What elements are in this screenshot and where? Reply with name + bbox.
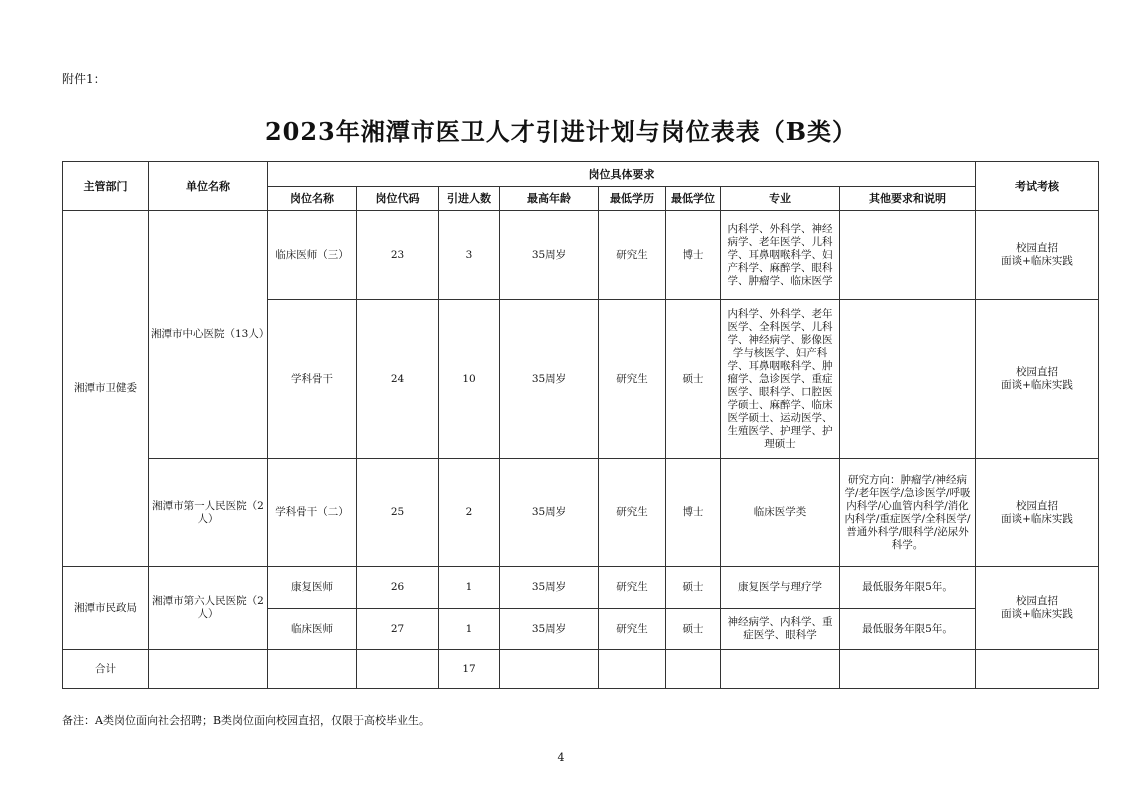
edu-cell: 研究生	[599, 211, 666, 300]
unit-cell: 湘潭市第一人民医院（2人）	[149, 459, 268, 567]
table-row	[63, 459, 1099, 567]
header-post-code: 岗位代码	[357, 187, 439, 211]
edu-cell: 研究生	[599, 300, 666, 459]
other-cell: 研究方向：肿瘤学/神经病学/老年医学/急诊医学/呼吸内科学/心血管内科学/消化内科学/重症医学/全科医学/普通外科学/眼科学/泌尿外科学。	[840, 459, 976, 567]
exam-cell: 校园直招 面谈+临床实践	[976, 567, 1099, 650]
post-code-cell: 23	[357, 211, 439, 300]
other-cell	[840, 300, 976, 459]
header-min-degree: 最低学位	[666, 187, 721, 211]
empty-cell	[666, 650, 721, 689]
edu-cell: 研究生	[599, 567, 666, 609]
exam-cell: 校园直招 面谈+临床实践	[976, 459, 1099, 567]
post-name-cell: 学科骨干（二）	[268, 459, 357, 567]
unit-cell: 湘潭市中心医院（13人）	[149, 211, 268, 459]
post-code-cell: 27	[357, 609, 439, 650]
table-row	[63, 211, 1099, 300]
age-cell: 35周岁	[500, 211, 599, 300]
empty-cell	[149, 650, 268, 689]
count-cell: 3	[439, 211, 500, 300]
empty-cell	[500, 650, 599, 689]
total-row	[63, 650, 1099, 689]
footnote: 备注：A类岗位面向社会招聘；B类岗位面向校园直招，仅限于高校毕业生。	[62, 714, 431, 727]
empty-cell	[357, 650, 439, 689]
header-max-age: 最高年龄	[500, 187, 599, 211]
dept-cell: 湘潭市民政局	[63, 567, 149, 650]
age-cell: 35周岁	[500, 300, 599, 459]
count-cell: 1	[439, 609, 500, 650]
exam-cell: 校园直招 面谈+临床实践	[976, 211, 1099, 300]
post-name-cell: 学科骨干	[268, 300, 357, 459]
edu-cell: 研究生	[599, 459, 666, 567]
empty-cell	[599, 650, 666, 689]
major-cell: 康复医学与理疗学	[721, 567, 840, 609]
attachment-label: 附件1：	[62, 72, 106, 86]
header-requirements: 岗位具体要求	[268, 162, 976, 187]
header-other: 其他要求和说明	[840, 187, 976, 211]
age-cell: 35周岁	[500, 567, 599, 609]
header-unit: 单位名称	[149, 162, 268, 211]
recruitment-table	[62, 161, 1099, 689]
total-count: 17	[439, 650, 500, 689]
degree-cell: 博士	[666, 211, 721, 300]
major-cell: 内科学、外科学、神经病学、老年医学、儿科学、耳鼻咽喉科学、妇产科学、麻醉学、眼科学、肿瘤学、临床医学	[721, 211, 840, 300]
exam-cell: 校园直招 面谈+临床实践	[976, 300, 1099, 459]
header-min-edu: 最低学历	[599, 187, 666, 211]
post-name-cell: 康复医师	[268, 567, 357, 609]
post-code-cell: 24	[357, 300, 439, 459]
post-code-cell: 26	[357, 567, 439, 609]
other-cell	[840, 211, 976, 300]
age-cell: 35周岁	[500, 459, 599, 567]
count-cell: 2	[439, 459, 500, 567]
count-cell: 1	[439, 567, 500, 609]
degree-cell: 硕士	[666, 609, 721, 650]
empty-cell	[840, 650, 976, 689]
header-dept: 主管部门	[63, 162, 149, 211]
post-name-cell: 临床医师	[268, 609, 357, 650]
post-name-cell: 临床医师（三）	[268, 211, 357, 300]
edu-cell: 研究生	[599, 609, 666, 650]
major-cell: 临床医学类	[721, 459, 840, 567]
page-title: 2023年湘潭市医卫人才引进计划与岗位表表（B类）	[264, 117, 858, 146]
empty-cell	[721, 650, 840, 689]
major-cell: 神经病学、内科学、重症医学、眼科学	[721, 609, 840, 650]
empty-cell	[976, 650, 1099, 689]
count-cell: 10	[439, 300, 500, 459]
total-label: 合计	[63, 650, 149, 689]
empty-cell	[268, 650, 357, 689]
header-exam: 考试考核	[976, 162, 1099, 211]
other-cell: 最低服务年限5年。	[840, 609, 976, 650]
age-cell: 35周岁	[500, 609, 599, 650]
major-cell: 内科学、外科学、老年医学、全科医学、儿科学、神经病学、影像医学与核医学、妇产科学、耳鼻咽喉科学、肿瘤学、急诊医学、重症医学、眼科学、口腔医学硕士、麻醉学、临床医学硕士、运动医学、生殖医学、护理学、护理硕士	[721, 300, 840, 459]
post-code-cell: 25	[357, 459, 439, 567]
unit-cell: 湘潭市第六人民医院（2人）	[149, 567, 268, 650]
degree-cell: 硕士	[666, 567, 721, 609]
header-major: 专业	[721, 187, 840, 211]
page-number: 4	[557, 751, 565, 764]
table-row	[63, 567, 1099, 609]
header-post-name: 岗位名称	[268, 187, 357, 211]
other-cell: 最低服务年限5年。	[840, 567, 976, 609]
degree-cell: 博士	[666, 459, 721, 567]
dept-cell: 湘潭市卫健委	[63, 211, 149, 567]
degree-cell: 硕士	[666, 300, 721, 459]
header-count: 引进人数	[439, 187, 500, 211]
